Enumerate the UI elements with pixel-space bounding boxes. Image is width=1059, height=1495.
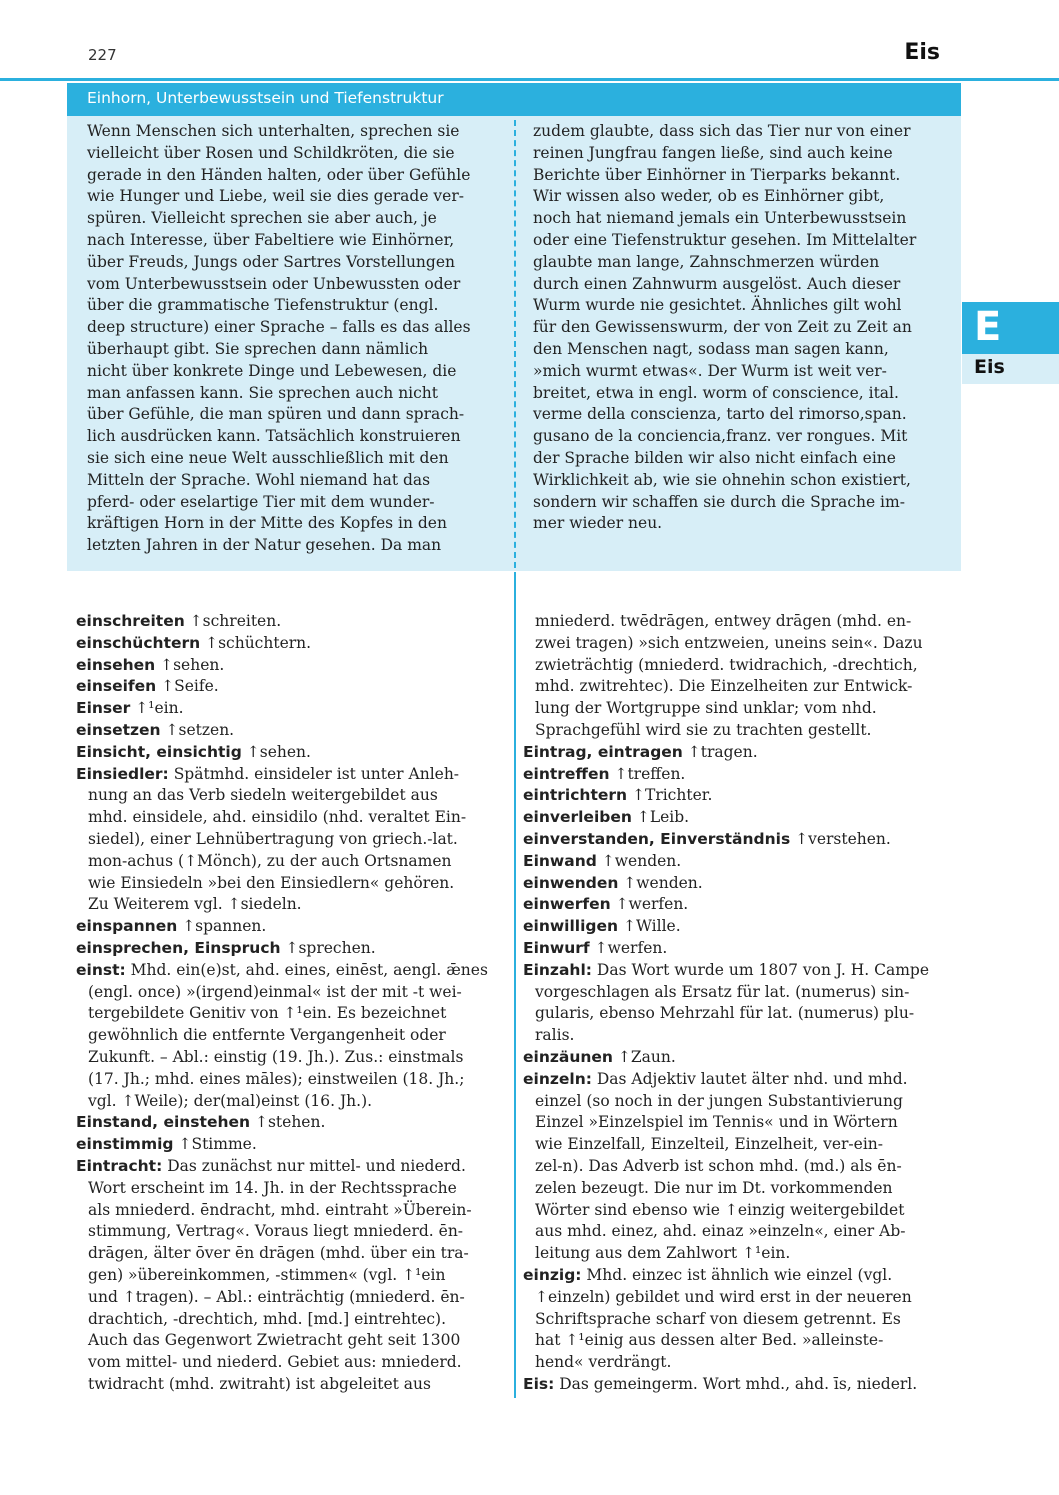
thumb-tab-label-text: Eis — [974, 356, 1005, 378]
entry-text: twidracht (mhd. zwitraht) ist abgeleitet aus — [88, 1374, 431, 1393]
entry-text: Zukunft. – Abl.: einstig (19. Jh.). Zus.: einstmals — [88, 1047, 464, 1066]
entry-headword: Einzahl: — [523, 960, 592, 979]
info-box-text-line: für den Gewissenswurm, der von Zeit zu Zeit an — [533, 318, 912, 337]
info-box-text-line: Wir wissen also weder, ob es Einhörner gibt, — [533, 187, 885, 206]
dictionary-continuation-line — [523, 1025, 948, 1047]
dictionary-continuation-line — [76, 1374, 501, 1396]
entry-text: ↑wenden. — [596, 851, 682, 870]
info-box-text-line: pferd- oder eselartige Tier mit dem wunder- — [87, 492, 435, 511]
dictionary-continuation-line — [523, 1003, 948, 1025]
info-box-text-line: gerade in den Händen halten, oder über Gefühle — [87, 165, 471, 184]
info-box-text-line: nicht über konkrete Dinge und Lebewesen, die — [87, 361, 457, 380]
entry-text: leitung aus dem Zahlwort ↑¹ein. — [535, 1244, 791, 1263]
dictionary-entry-line — [523, 960, 948, 982]
entry-text: stimmung, Vertrag«. Voraus liegt mniederd. ēn- — [88, 1222, 464, 1241]
dictionary-entry-line — [523, 807, 948, 829]
entry-headword: einzig: — [523, 1265, 582, 1284]
entry-headword: eintrichtern — [523, 786, 628, 805]
dictionary-continuation-line — [523, 982, 948, 1004]
entry-text: ↑werfen. — [610, 895, 689, 914]
dictionary-entry-line — [76, 960, 501, 982]
entry-headword: Eintracht: — [76, 1156, 163, 1175]
dictionary-entry-line — [76, 764, 501, 786]
dictionary-continuation-line — [523, 1178, 948, 1200]
dictionary-entry-line — [523, 785, 948, 807]
entry-headword: einsetzen — [76, 720, 161, 739]
dictionary-continuation-line — [523, 698, 948, 720]
dictionary-continuation-line — [76, 851, 501, 873]
dictionary-continuation-line — [523, 1091, 948, 1113]
entry-headword: einschreiten — [76, 612, 185, 630]
entry-text: ↑sehen. — [155, 655, 225, 674]
info-box-text-line: man anfassen kann. Sie sprechen auch nicht — [87, 383, 439, 402]
info-box-text-line: letzten Jahren in der Natur gesehen. Da man — [87, 536, 442, 555]
entry-headword: Einsiedler: — [76, 764, 169, 783]
dictionary-continuation-line — [76, 873, 501, 895]
dictionary-continuation-line — [76, 1047, 501, 1069]
entry-text: ↑schüchtern. — [200, 633, 312, 652]
dictionary-continuation-line — [76, 982, 501, 1004]
entry-text: ↑Leib. — [631, 808, 690, 827]
entry-text: wie Einsiedeln »bei den Einsiedlern« gehören. — [88, 873, 455, 892]
entry-text: ↑werfen. — [589, 938, 668, 957]
dictionary-continuation-line — [76, 1221, 501, 1243]
dictionary-entry-line — [523, 938, 948, 960]
entry-text: mniederd. twēdrāgen, entwey drāgen (mhd. en- — [535, 612, 912, 630]
info-box-text-line: verme della conscienza, tarto del rimorso,span. — [533, 405, 907, 424]
dictionary-left-column — [76, 611, 501, 1396]
dictionary-continuation-line — [523, 1200, 948, 1222]
entry-text: ↑¹ein. — [130, 699, 184, 718]
dictionary-continuation-line — [76, 1091, 501, 1113]
entry-text: zelen bezeugt. Die nur im Dt. vorkommenden — [535, 1178, 893, 1197]
dictionary-continuation-line — [76, 1309, 501, 1331]
running-head: Eis — [904, 40, 940, 65]
info-box-text-line: wie Hunger und Liebe, weil sie dies gerade ver- — [87, 187, 464, 206]
dictionary-continuation-line — [523, 1156, 948, 1178]
dictionary-continuation-line — [76, 1200, 501, 1222]
entry-headword: Eintrag, eintragen — [523, 742, 683, 761]
dictionary-continuation-line — [523, 1352, 948, 1374]
entry-text: gen) »übereinkommen, -stimmen« (vgl. ↑¹ein — [88, 1265, 446, 1284]
entry-text: ↑wenden. — [618, 873, 703, 892]
entry-text: ↑einzeln) gebildet und wird erst in der neueren — [535, 1287, 912, 1306]
entry-text: Schriftsprache scharf von diesem getrennt. Es — [535, 1309, 901, 1328]
dictionary-entry-line — [76, 742, 501, 764]
entry-text: ↑treffen. — [609, 764, 686, 783]
dictionary-entry-line — [523, 1047, 948, 1069]
entry-text: ↑stehen. — [250, 1113, 326, 1132]
entry-headword: einspannen — [76, 917, 178, 936]
dictionary-continuation-line — [523, 655, 948, 677]
info-box-text-line: reinen Jungfrau fangen ließe, sind auch keine — [533, 143, 893, 162]
info-box-text-line: den Menschen nagt, sodass man sagen kann, — [533, 339, 889, 358]
entry-text: vgl. ↑Weile); der(mal)einst (16. Jh.). — [88, 1091, 373, 1110]
entry-text: mhd. einsidele, ahd. einsidilo (nhd. veraltet Ein- — [88, 808, 467, 827]
column-divider — [514, 572, 516, 1398]
entry-text: Das Wort wurde um 1807 von J. H. Campe — [591, 960, 930, 979]
dictionary-continuation-line — [523, 1309, 948, 1331]
info-box-text-line: breitet, etwa in engl. worm of conscience, ital. — [533, 383, 899, 402]
dictionary-continuation-line — [523, 1221, 948, 1243]
dictionary-continuation-line — [523, 611, 948, 633]
entry-text: ↑Zaun. — [612, 1047, 676, 1066]
entry-text: ↑sehen. — [241, 742, 311, 761]
entry-text: ↑verstehen. — [790, 829, 891, 848]
entry-text: Mhd. ein(e)st, ahd. eines, einēst, aengl. ǣnes — [125, 960, 488, 979]
info-box-text-line: über Freuds, Jungs oder Sartres Vorstellungen — [87, 252, 455, 271]
dictionary-entry-line — [76, 698, 501, 720]
entry-text: zwei tragen) »sich entzweien, uneins sein«. Dazu — [535, 633, 923, 652]
dictionary-entry-line — [76, 611, 501, 633]
dictionary-entry-line — [523, 894, 948, 916]
info-box-title: Einhorn, Unterbewusstsein und Tiefenstruktur — [87, 89, 444, 107]
thumb-tab-letter — [962, 302, 1059, 354]
entry-text: Zu Weiterem vgl. ↑siedeln. — [88, 895, 302, 914]
entry-text: Wort erscheint im 14. Jh. in der Rechtssprache — [88, 1178, 457, 1197]
entry-text: ↑Seife. — [156, 677, 219, 696]
info-box-text-line: vielleicht über Rosen und Schildkröten, die sie — [87, 143, 455, 162]
dictionary-entry-line — [523, 873, 948, 895]
dictionary-entry-line — [523, 1265, 948, 1287]
entry-headword: einsehen — [76, 655, 156, 674]
info-box-text-line: Berichte über Einhörner in Tierparks bekannt. — [533, 165, 901, 184]
dictionary-entry-line — [76, 720, 501, 742]
info-box-text-line: Wenn Menschen sich unterhalten, sprechen sie — [87, 122, 460, 140]
entry-text: drāgen, älter ōver ēn drāgen (mhd. über ein tra- — [88, 1244, 469, 1263]
entry-headword: einverstanden, Einverständnis — [523, 829, 791, 848]
info-box-text-line: deep structure) einer Sprache – falls es das alles — [87, 318, 471, 337]
entry-headword: einzeln: — [523, 1069, 592, 1088]
entry-text: Wörter sind ebenso wie ↑einzig weitergebildet — [535, 1200, 905, 1219]
dictionary-right-column — [523, 611, 948, 1396]
info-box-text-line: spüren. Vielleicht sprechen sie aber auch, je — [87, 209, 437, 228]
entry-text: vorgeschlagen als Ersatz für lat. (numerus) sin- — [535, 982, 910, 1001]
entry-text: ↑schreiten. — [184, 612, 282, 630]
dictionary-entry-line — [523, 764, 948, 786]
entry-text: hend« verdrängt. — [535, 1353, 672, 1372]
info-box-text-line: zudem glaubte, dass sich das Tier nur von einer — [533, 122, 911, 140]
dictionary-entry-line — [76, 633, 501, 655]
dictionary-entry-line — [76, 1112, 501, 1134]
info-box-text-line: gusano de la conciencia,franz. ver rongues. Mit — [533, 427, 908, 446]
entry-text: Einzel »Einzelspiel im Tennis« und in Wörtern — [535, 1113, 898, 1132]
dictionary-continuation-line — [76, 1265, 501, 1287]
entry-text: ↑tragen. — [682, 742, 758, 761]
info-box-text-line: sondern wir schaffen sie durch die Sprache im- — [533, 492, 905, 511]
entry-headword: Einser — [76, 699, 131, 718]
entry-text: Das gemeingerm. Wort mhd., ahd. īs, niederl. — [554, 1374, 918, 1393]
dictionary-continuation-line — [76, 1025, 501, 1047]
entry-text: ↑setzen. — [160, 720, 235, 739]
info-box-text-line: nach Interesse, über Fabeltiere wie Einhörner, — [87, 230, 455, 249]
dictionary-entry-line — [76, 938, 501, 960]
entry-text: Sprachgefühl wird sie zu trachten gestellt. — [535, 720, 872, 739]
info-box-text-line: kräftigen Horn in der Mitte des Kopfes in den — [87, 514, 447, 533]
dictionary-entry-line — [76, 655, 501, 677]
entry-text: zel-n). Das Adverb ist schon mhd. (md.) als ēn- — [535, 1156, 902, 1175]
entry-text: ↑sprechen. — [280, 938, 376, 957]
dictionary-entry-line — [523, 916, 948, 938]
info-box-text-line: durch einen Zahnwurm ausgelöst. Auch dieser — [533, 274, 901, 293]
entry-text: gularis, ebenso Mehrzahl für lat. (numerus) plu- — [535, 1004, 915, 1023]
info-box-title-bar — [67, 83, 961, 116]
info-box-text-line: lich ausdrücken kann. Tatsächlich konstruieren — [87, 427, 461, 446]
info-box-text-line: vom Unterbewusstsein oder Unbewussten oder — [87, 274, 461, 293]
entry-text: (engl. once) »(irgend)einmal« ist der mit -t wei- — [88, 982, 462, 1001]
info-box-text-line: über Gefühle, die man spüren und dann sprach- — [87, 405, 465, 424]
entry-headword: Einwurf — [523, 938, 590, 957]
info-box-text-line: Mitteln der Sprache. Wohl niemand hat das — [87, 470, 431, 489]
dictionary-continuation-line — [76, 829, 501, 851]
dictionary-continuation-line — [523, 1134, 948, 1156]
entry-text: Das zunächst nur mittel- und niederd. — [162, 1156, 466, 1175]
entry-text: siedel), einer Lehnübertragung von griech.-lat. — [88, 829, 458, 848]
entry-headword: einseifen — [76, 677, 157, 696]
dictionary-continuation-line — [76, 1069, 501, 1091]
entry-headword: Eis: — [523, 1374, 555, 1393]
dictionary-continuation-line — [523, 1112, 948, 1134]
entry-text: ↑Trichter. — [627, 786, 713, 805]
info-box-text-line: oder eine Tiefenstruktur gesehen. Im Mittelalter — [533, 230, 917, 249]
dictionary-entry-line — [76, 1156, 501, 1178]
dictionary-continuation-line — [523, 676, 948, 698]
entry-text: tergebildete Genitiv von ↑¹ein. Es bezeichnet — [88, 1004, 447, 1023]
entry-text: ↑spannen. — [177, 917, 267, 936]
thumb-tab-label — [962, 354, 1059, 384]
entry-headword: einst: — [76, 960, 126, 979]
info-box-text-line: Wurm wurde nie gesichtet. Ähnliches gilt wohl — [533, 296, 902, 315]
entry-text: Das Adjektiv lautet älter nhd. und mhd. — [591, 1069, 908, 1088]
dictionary-continuation-line — [76, 1352, 501, 1374]
page-number: 227 — [88, 46, 117, 64]
dictionary-continuation-line — [76, 785, 501, 807]
entry-text: ↑Stimme. — [173, 1135, 257, 1154]
dictionary-entry-line — [76, 676, 501, 698]
dictionary-entry-line — [76, 916, 501, 938]
entry-text: vom mittel- und niederd. Gebiet aus: mniederd. — [88, 1353, 462, 1372]
info-box-text-line: noch hat niemand jemals ein Unterbewusstsein — [533, 209, 907, 228]
entry-text: Mhd. einzec ist ähnlich wie einzel (vgl. — [581, 1265, 893, 1284]
entry-text: ralis. — [535, 1026, 575, 1045]
entry-text: einzel (so noch in der jungen Substantivierung — [535, 1091, 903, 1110]
entry-headword: eintreffen — [523, 764, 610, 783]
dictionary-entry-line — [76, 1134, 501, 1156]
dictionary-entry-line — [523, 742, 948, 764]
dictionary-continuation-line — [76, 1003, 501, 1025]
entry-headword: einwerfen — [523, 895, 611, 914]
entry-headword: Einsicht, einsichtig — [76, 742, 242, 761]
entry-text: aus mhd. einez, ahd. einaz »einzeln«, einer Ab- — [535, 1222, 906, 1241]
dictionary-continuation-line — [76, 807, 501, 829]
top-rule — [0, 78, 1059, 81]
entry-text: nung an das Verb siedeln weitergebildet aus — [88, 786, 438, 805]
info-box-divider — [514, 120, 516, 568]
dictionary-continuation-line — [76, 1287, 501, 1309]
entry-headword: Einstand, einstehen — [76, 1113, 251, 1132]
entry-text: drachtich, -drechtich, mhd. [md.] eintrehtec). — [88, 1309, 447, 1328]
entry-text: (17. Jh.; mhd. eines māles); einstweilen (18. Jh.; — [88, 1069, 465, 1088]
dictionary-continuation-line — [76, 1330, 501, 1352]
entry-headword: einsprechen, Einspruch — [76, 938, 281, 957]
entry-text: hat ↑¹einig aus dessen alter Bed. »alleinste- — [535, 1331, 884, 1350]
entry-text: ↑Wille. — [618, 917, 681, 936]
info-box-text-line: »mich wurmt etwas«. Der Wurm ist weit ver- — [533, 361, 887, 380]
entry-text: lung der Wortgruppe sind unklar; vom nhd. — [535, 699, 877, 718]
dictionary-continuation-line — [523, 1243, 948, 1265]
info-box-left-column — [87, 121, 497, 557]
entry-headword: Einwand — [523, 851, 597, 870]
entry-headword: einstimmig — [76, 1135, 174, 1154]
info-box-text-line: mer wieder neu. — [533, 514, 663, 533]
dictionary-continuation-line — [523, 720, 948, 742]
info-box-text-line: der Sprache bilden wir also nicht einfach eine — [533, 448, 896, 467]
info-box-text-line: über die grammatische Tiefenstruktur (engl. — [87, 296, 439, 315]
entry-text: Spätmhd. einsideler ist unter Anleh- — [168, 764, 460, 783]
entry-headword: einverleiben — [523, 808, 632, 827]
entry-text: zwieträchtig (mniederd. twidrachich, -drechtich, — [535, 655, 918, 674]
entry-text: mhd. zwitrehtec). Die Einzelheiten zur Entwick- — [535, 677, 913, 696]
entry-text: Auch das Gegenwort Zwietracht geht seit 1300 — [88, 1331, 461, 1350]
dictionary-entry-line — [523, 1374, 948, 1396]
dictionary-continuation-line — [523, 633, 948, 655]
info-box-text-line: glaubte man lange, Zahnschmerzen würden — [533, 252, 880, 271]
dictionary-continuation-line — [76, 1178, 501, 1200]
entry-headword: einwenden — [523, 873, 619, 892]
dictionary-continuation-line — [523, 1287, 948, 1309]
dictionary-entry-line — [523, 829, 948, 851]
entry-text: wie Einzelfall, Einzelteil, Einzelheit, ver-ein- — [535, 1135, 884, 1154]
dictionary-continuation-line — [76, 894, 501, 916]
entry-text: als mniederd. ēndracht, mhd. eintraht »Überein- — [88, 1200, 472, 1219]
entry-text: und ↑tragen). – Abl.: einträchtig (mniederd. ēn- — [88, 1287, 465, 1306]
info-box-text-line: Wirklichkeit ab, wie sie ohnehin schon existiert, — [533, 470, 911, 489]
info-box-text-line: überhaupt gibt. Sie sprechen dann nämlich — [87, 339, 429, 358]
dictionary-entry-line — [523, 1069, 948, 1091]
dictionary-continuation-line — [523, 1330, 948, 1352]
entry-headword: einwilligen — [523, 917, 619, 936]
dictionary-entry-line — [523, 851, 948, 873]
entry-headword: einzäunen — [523, 1047, 613, 1066]
entry-text: gewöhnlich die entfernte Vergangenheit oder — [88, 1026, 446, 1045]
info-box-right-column — [533, 121, 943, 535]
thumb-tab-letter-text: E — [974, 304, 1002, 350]
entry-text: mon-achus (↑Mönch), zu der auch Ortsnamen — [88, 851, 452, 870]
entry-headword: einschüchtern — [76, 633, 201, 652]
info-box-text-line: sie sich eine neue Welt ausschließlich mit den — [87, 448, 449, 467]
dictionary-continuation-line — [76, 1243, 501, 1265]
